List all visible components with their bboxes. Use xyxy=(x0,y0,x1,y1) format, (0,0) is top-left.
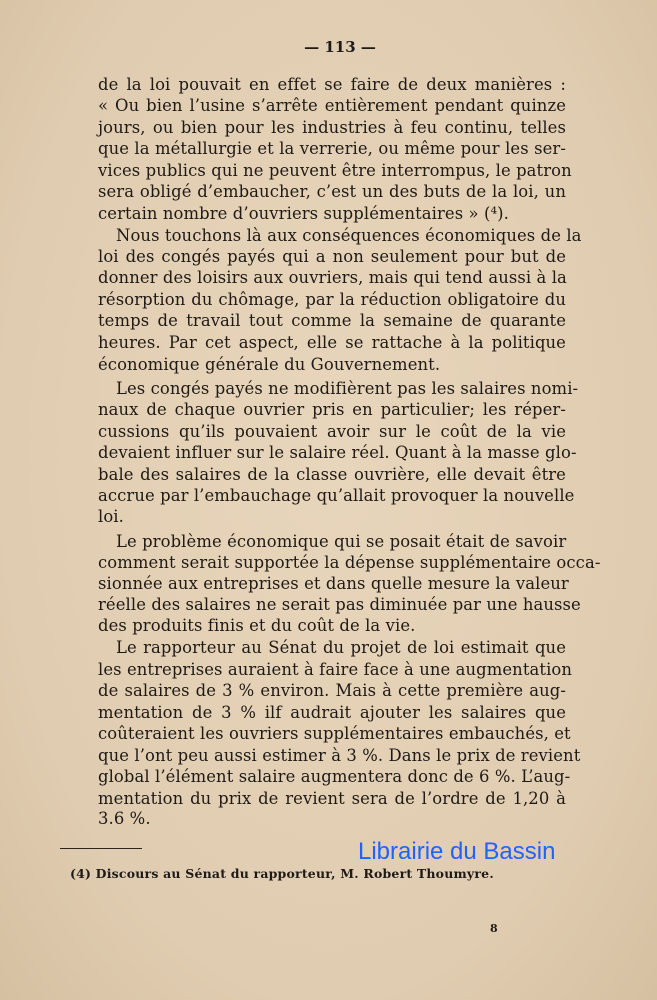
footnote-rule xyxy=(60,848,142,849)
text-line: sionnée aux entreprises et dans quelle mesure la valeur xyxy=(98,574,569,593)
text-line: certain nombre d’ouvriers supplémentaires » (⁴). xyxy=(98,204,509,223)
signature-mark: 8 xyxy=(490,922,498,935)
text-line: réelle des salaires ne serait pas diminuée par une hausse xyxy=(98,595,581,614)
watermark: Librairie du Bassin xyxy=(358,838,556,865)
text-line: que l’ont peu aussi estimer à 3 %. Dans le prix de revient xyxy=(98,746,581,765)
text-line: de salaires de 3 % environ. Mais à cette première aug- xyxy=(98,681,566,700)
text-line: temps de travail tout comme la semaine de quarante xyxy=(98,311,566,330)
text-line: des produits finis et du coût de la vie. xyxy=(98,616,416,635)
text-line: mentation de 3 % ilf audrait ajouter les salaires que xyxy=(98,703,566,722)
text-line: sera obligé d’embaucher, c’est un des buts de la loi, un xyxy=(98,182,566,201)
text-line: devaient influer sur le salaire réel. Quant à la masse glo- xyxy=(98,443,577,462)
text-line: heures. Par cet aspect, elle se rattache à la politique xyxy=(98,333,566,352)
text-line: accrue par l’embauchage qu’allait provoquer la nouvelle xyxy=(98,486,575,505)
footnote: (4) Discours au Sénat du rapporteur, M. Robert Thoumyre. xyxy=(70,866,494,881)
text-line: comment serait supportée la dépense supplémentaire occa- xyxy=(98,553,601,572)
text-line: coûteraient les ouvriers supplémentaires embauchés, et xyxy=(98,724,571,743)
text-line: Nous touchons là aux conséquences économiques de la xyxy=(116,226,582,245)
page-number: — 113 — xyxy=(304,38,376,56)
text-line: mentation du prix de revient sera de l’ordre de 1,20 à xyxy=(98,789,566,808)
text-line: 3.6 %. xyxy=(98,809,151,828)
text-line: loi. xyxy=(98,507,124,526)
text-line: donner des loisirs aux ouvriers, mais qui tend aussi à la xyxy=(98,268,567,287)
text-line: « Ou bien l’usine s’arrête entièrement pendant quinze xyxy=(98,96,566,115)
text-line: global l’élément salaire augmentera donc de 6 %. L’aug- xyxy=(98,767,571,786)
text-line: cussions qu’ils pouvaient avoir sur le coût de la vie xyxy=(98,422,566,441)
text-line: Le problème économique qui se posait était de savoir xyxy=(116,532,567,551)
text-line: bale des salaires de la classe ouvrière, elle devait être xyxy=(98,465,566,484)
text-line: jours, ou bien pour les industries à feu continu, telles xyxy=(98,118,566,137)
text-line: vices publics qui ne peuvent être interrompus, le patron xyxy=(98,161,572,180)
text-line: que la métallurgie et la verrerie, ou même pour les ser- xyxy=(98,139,566,158)
text-line: Les congés payés ne modifièrent pas les salaires nomi- xyxy=(116,379,579,398)
text-line: loi des congés payés qui a non seulement pour but de xyxy=(98,247,566,266)
text-line: économique générale du Gouvernement. xyxy=(98,355,441,374)
text-line: Le rapporteur au Sénat du projet de loi estimait que xyxy=(116,638,566,657)
text-line: les entreprises auraient à faire face à une augmentation xyxy=(98,660,573,679)
text-line: naux de chaque ouvrier pris en particulier; les réper- xyxy=(98,400,566,419)
text-line: de la loi pouvait en effet se faire de deux manières : xyxy=(98,75,566,94)
text-line: résorption du chômage, par la réduction obligatoire du xyxy=(98,290,566,309)
